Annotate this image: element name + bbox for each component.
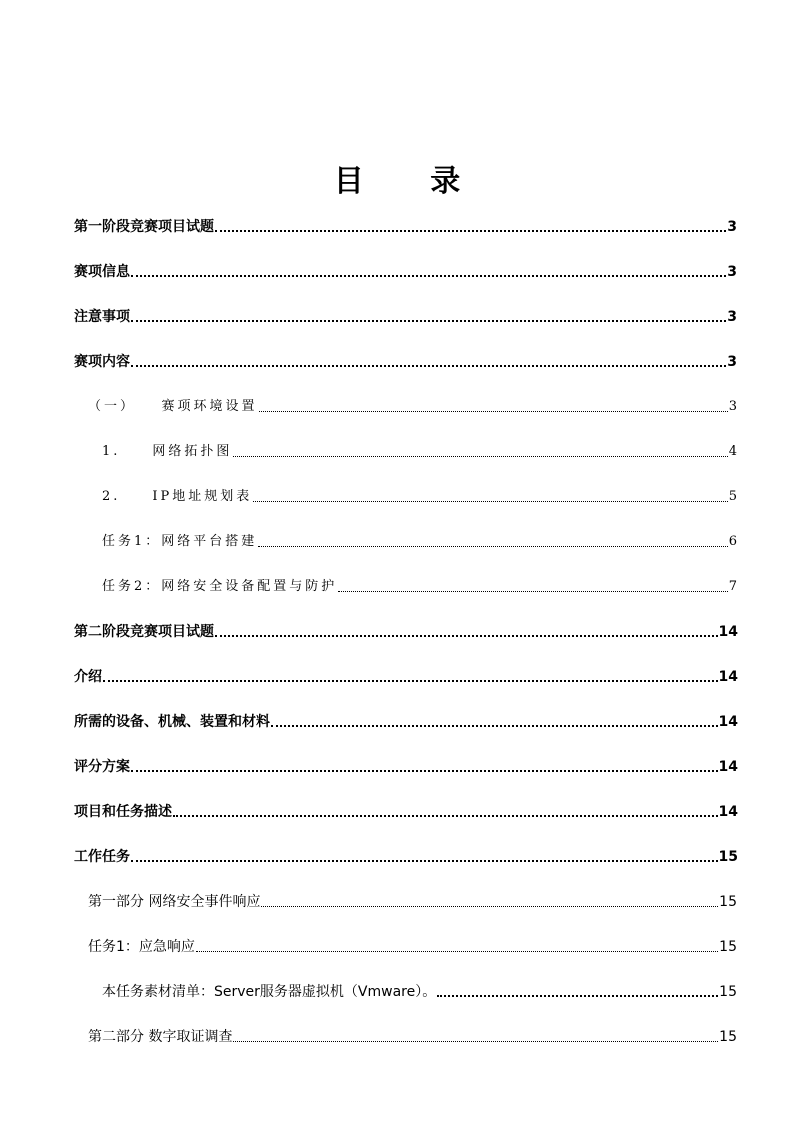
toc-entry-description[interactable] xyxy=(74,801,738,821)
toc-entry-text: 所需的设备、机械、装置和材料 xyxy=(74,714,270,730)
toc-entry-text: 赛项内容 xyxy=(74,354,130,370)
dot-leader xyxy=(233,456,727,457)
toc-entry-page: 15 xyxy=(719,939,737,955)
toc-entry-page: 3 xyxy=(727,219,737,235)
dot-leader xyxy=(103,680,718,682)
toc-entry-task2[interactable] xyxy=(102,576,737,596)
toc-entry-materials[interactable] xyxy=(102,981,737,1001)
toc-entry-text: 第二部分 数字取证调查 xyxy=(88,1029,233,1045)
toc-entry-page: 5 xyxy=(728,489,737,504)
toc-entry-page: 6 xyxy=(728,534,737,549)
toc-entry-stage1[interactable] xyxy=(74,216,737,236)
dot-leader xyxy=(196,951,718,952)
toc-entry-text: 赛项信息 xyxy=(74,264,130,280)
dot-leader xyxy=(233,1041,718,1042)
toc-entry-text: 任务2：网络安全设备配置与防护 xyxy=(102,579,338,594)
toc-entry-text: 1. 网络拓扑图 xyxy=(102,444,233,459)
dot-leader xyxy=(215,230,726,232)
toc-entry-env[interactable] xyxy=(88,396,737,416)
toc-entry-text: （一） 赛项环境设置 xyxy=(88,399,258,414)
toc-entry-info[interactable] xyxy=(74,261,737,281)
toc-entry-emergency[interactable] xyxy=(88,936,737,956)
toc-entry-notes[interactable] xyxy=(74,306,737,326)
dot-leader xyxy=(253,501,727,502)
toc-entry-text: 项目和任务描述 xyxy=(74,804,172,820)
toc-entry-page: 15 xyxy=(718,849,738,865)
toc-entry-page: 3 xyxy=(727,309,737,325)
toc-entry-page: 15 xyxy=(719,1029,737,1045)
toc-entry-text: 任务1：网络平台搭建 xyxy=(102,534,258,549)
toc-entry-part2[interactable] xyxy=(88,1026,737,1046)
dot-leader xyxy=(131,320,726,322)
toc-entry-text: 2. IP地址规划表 xyxy=(102,489,253,504)
toc-entry-page: 7 xyxy=(728,579,737,594)
dot-leader xyxy=(131,860,718,862)
toc-title: 目 录 xyxy=(333,164,489,199)
toc-entry-ip-plan[interactable] xyxy=(102,486,737,506)
toc-entry-task1[interactable] xyxy=(102,531,737,551)
dot-leader xyxy=(261,906,718,907)
toc-entry-text: 任务1：应急响应 xyxy=(88,939,195,955)
dot-leader xyxy=(173,815,718,817)
toc-entry-text: 第二阶段竞赛项目试题 xyxy=(74,624,214,640)
toc-entry-work-tasks[interactable] xyxy=(74,846,738,866)
toc-entry-topology[interactable] xyxy=(102,441,737,461)
toc-entry-equipment[interactable] xyxy=(74,711,738,731)
dot-leader xyxy=(437,995,718,997)
toc-entry-text: 第一部分 网络安全事件响应 xyxy=(88,894,261,910)
toc-entry-page: 15 xyxy=(719,894,737,910)
toc-entry-page: 14 xyxy=(718,804,738,820)
toc-entry-text: 介绍 xyxy=(74,669,102,685)
dot-leader xyxy=(259,411,728,412)
toc-entry-page: 3 xyxy=(727,354,737,370)
toc-entry-text: 评分方案 xyxy=(74,759,130,775)
dot-leader xyxy=(271,725,718,727)
toc-entry-text: 本任务素材清单：Server服务器虚拟机（Vmware）。 xyxy=(102,984,437,1000)
toc-entry-page: 3 xyxy=(727,264,737,280)
toc-entry-page: 3 xyxy=(728,399,737,414)
dot-leader xyxy=(338,591,727,592)
dot-leader xyxy=(131,275,726,277)
toc-entry-text: 工作任务 xyxy=(74,849,130,865)
toc-entry-page: 4 xyxy=(728,444,737,459)
toc-entry-page: 14 xyxy=(718,624,738,640)
toc-entry-page: 15 xyxy=(719,984,737,1000)
toc-entry-page: 14 xyxy=(718,714,738,730)
dot-leader xyxy=(131,365,726,367)
toc-entry-page: 14 xyxy=(718,759,738,775)
dot-leader xyxy=(131,770,718,772)
dot-leader xyxy=(258,546,727,547)
toc-entry-stage2[interactable] xyxy=(74,621,738,641)
toc-entry-page: 14 xyxy=(718,669,738,685)
toc-entry-intro[interactable] xyxy=(74,666,738,686)
toc-entry-text: 注意事项 xyxy=(74,309,130,325)
toc-entry-text: 第一阶段竞赛项目试题 xyxy=(74,219,214,235)
toc-entry-part1[interactable] xyxy=(88,891,737,911)
toc-entry-scoring[interactable] xyxy=(74,756,738,776)
toc-entry-content[interactable] xyxy=(74,351,737,371)
dot-leader xyxy=(215,635,718,637)
